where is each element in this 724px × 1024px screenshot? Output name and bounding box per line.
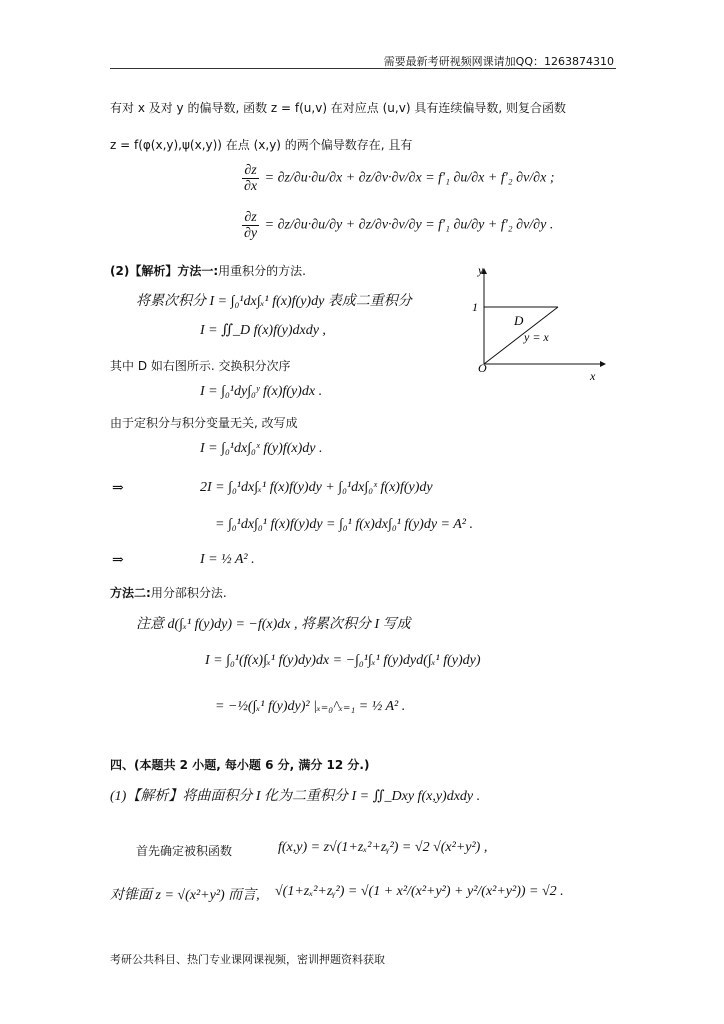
sec2-line-8: = ∫₀¹dx∫₀¹ f(x)f(y)dy = ∫₀¹ f(x)dx∫₀¹ f(y)dy = A² . (215, 517, 474, 532)
sec4-line-3b: √(1+zₓ²+zᵧ²) = √(1 + x²/(x²+y²) + y²/(x²+y²)) = √2 . (275, 884, 564, 899)
graph-origin-label: O (478, 361, 487, 375)
sec2-line-9: I = ½ A² . (200, 552, 255, 567)
equation-dz-dy-rhs: = ∂z/∂u·∂u/∂y + ∂z/∂v·∂v/∂y = f′₁ ∂u/∂y + f′₂ ∂v/∂y . (264, 217, 554, 233)
sec2-line-11: I = ∫₀¹(f(x)∫ₓ¹ f(y)dy)dx = −∫₀¹∫ₓ¹ f(y)dyd(∫ₓ¹ f(y)dy) (205, 653, 481, 668)
section-4-title: 四、(本题共 2 小题, 每小题 6 分, 满分 12 分.) (110, 758, 370, 772)
graph-one-label: 1 (472, 300, 478, 314)
sec2-line-2: I = ∬_D f(x)f(y)dxdy , (200, 323, 326, 338)
region-d-graph (452, 262, 612, 387)
equation-dz-dx: $\frac{\partial z}{\partial x}$ = ∂z/∂u·∂u/∂x + ∂z/∂v·∂v/∂x = f′₁ ∂u/∂x + f′₂ ∂v/∂x ; (244, 163, 555, 194)
equation-dz-dx-rhs: = ∂z/∂u·∂u/∂x + ∂z/∂v·∂v/∂x = f′₁ ∂u/∂x + f′₂ ∂v/∂x ; (264, 170, 555, 186)
header-text: 需要最新考研视频网课请加QQ：1263874310 (383, 55, 614, 68)
paragraph-2: z = f(φ(x,y),ψ(x,y)) 在点 (x,y) 的两个偏导数存在, 且有 (110, 138, 413, 152)
header-rule (110, 68, 616, 69)
sec4-line-3a: 对锥面 z = √(x²+y²) 而言, (110, 888, 260, 903)
graph-line-label: y = x (524, 330, 549, 344)
sec2-line-4: I = ∫₀¹dy∫₀ʸ f(x)f(y)dx . (200, 384, 323, 399)
graph-x-label: x (590, 369, 596, 383)
graph-region-label: D (514, 313, 524, 328)
section-2-heading: (2)【解析】方法一:用重积分的方法. (110, 264, 306, 278)
implies-arrow-2: ⇒ (112, 553, 124, 568)
sec4-line-2a: 首先确定被积函数 (136, 844, 233, 858)
sec2-line-6: I = ∫₀¹dx∫₀ˣ f(y)f(x)dy . (200, 441, 323, 456)
equation-dz-dy: $\frac{\partial z}{\partial y}$ = ∂z/∂u·∂u/∂y + ∂z/∂v·∂v/∂y = f′₁ ∂u/∂y + f′₂ ∂v/∂y . (244, 210, 554, 241)
graph-y-label: y (478, 263, 484, 277)
sec2-line-10: 注意 d(∫ₓ¹ f(y)dy) = −f(x)dx , 将累次积分 I 写成 (136, 617, 411, 632)
sec2-line-1: 将累次积分 I = ∫₀¹dx∫ₓ¹ f(x)f(y)dy 表成二重积分 (136, 294, 412, 309)
sec2-line-7: 2I = ∫₀¹dx∫ₓ¹ f(x)f(y)dy + ∫₀¹dx∫₀ˣ f(x)f(y)dy (200, 480, 433, 495)
sec2-line-3: 其中 D 如右图所示. 交换积分次序 (110, 359, 291, 373)
footer-text: 考研公共科目、热门专业课网课视频，密训押题资料获取 (110, 953, 385, 966)
implies-arrow-1: ⇒ (112, 481, 124, 496)
sec2-line-5: 由于定积分与积分变量无关, 改写成 (110, 416, 298, 430)
sec4-line-2b: f(x,y) = z√(1+zₓ²+zᵧ²) = √2 √(x²+y²) , (278, 840, 488, 855)
sec4-line-1: (1)【解析】将曲面积分 I 化为二重积分 I = ∬_Dxy f(x,y)dxdy . (110, 789, 481, 804)
paragraph-1: 有对 x 及对 y 的偏导数, 函数 z = f(u,v) 在对应点 (u,v) 具有连续偏导数, 则复合函数 (110, 101, 566, 115)
method-2-heading: 方法二:用分部积分法. (110, 586, 227, 600)
sec2-line-12: = −½(∫ₓ¹ f(y)dy)² |ₓ₌₀^ₓ₌₁ = ½ A² . (215, 699, 406, 714)
